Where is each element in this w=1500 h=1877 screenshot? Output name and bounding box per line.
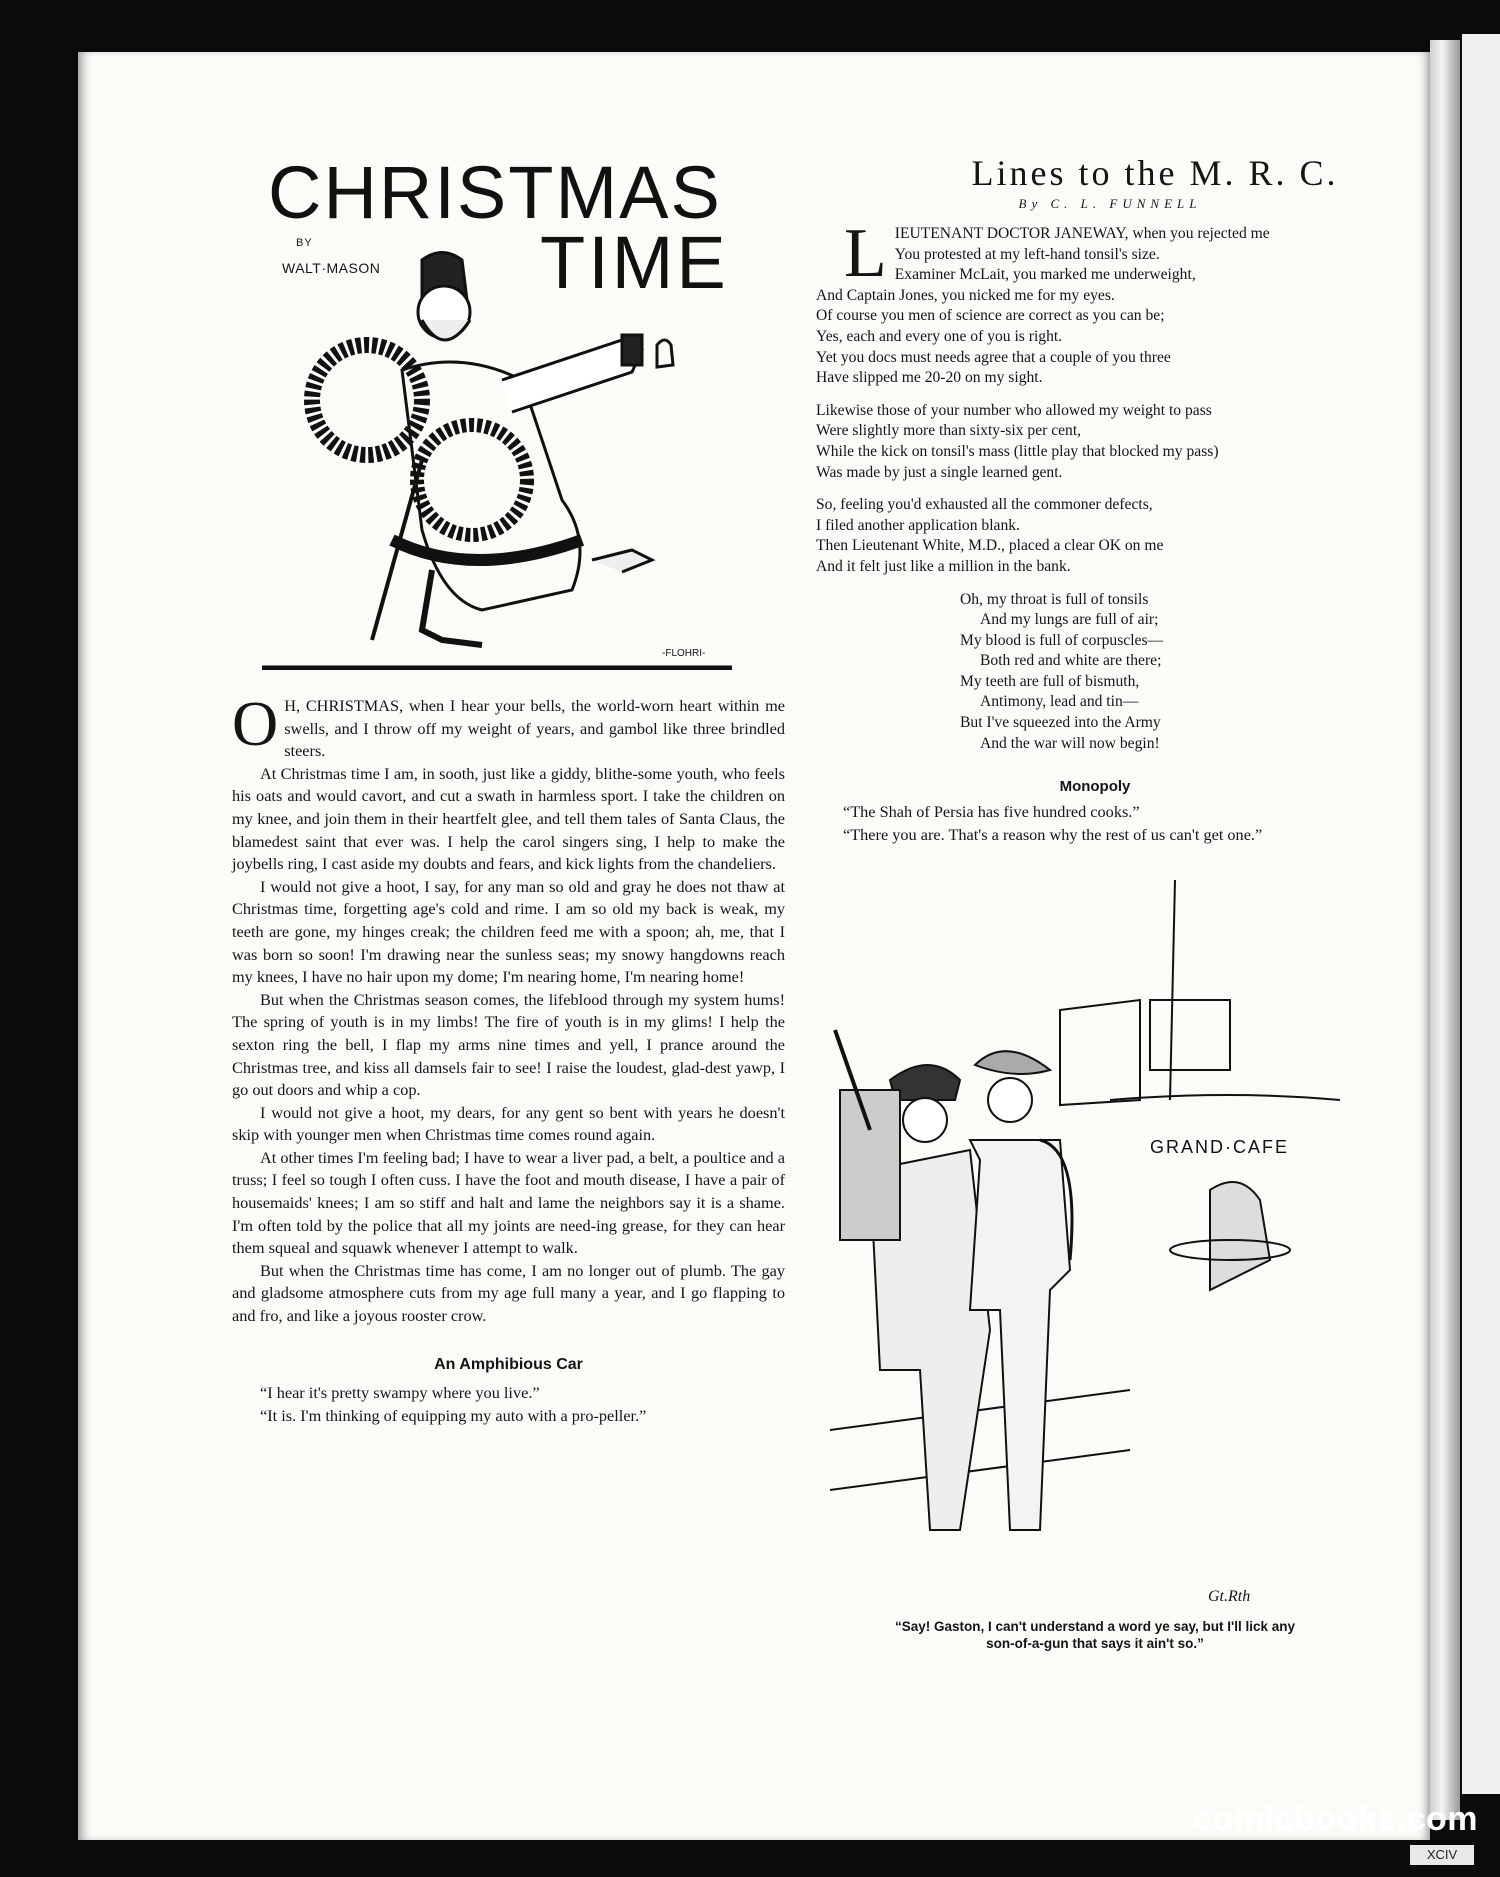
cartoon-caption — [835, 1618, 1355, 1652]
poem-byline: By C. L. FUNNELL — [1018, 196, 1202, 211]
paragraph-3: I would not give a hoot, I say, for any man so old and gray he does not thaw at Christmas time, forgetting age's cold and rime. I am so old my back is weak, my teeth are gone, my hinges creak; the children feed me with a spoon; ah, me, that I was born so soon! I'm drawing near the sunless seas; my snowy hangdowns reach my knees, I have no hair upon my dome; I'm nearing home, I'm nearing home! — [232, 876, 785, 987]
poem-title: Lines to the M. R. C. — [971, 153, 1339, 193]
cafe-sign: GRAND·CAFE — [1150, 1137, 1290, 1157]
chorus-line: Antimony, lead and tin— — [980, 693, 1139, 711]
paragraph-6: At other times I'm feeling bad; I have to wear a liver pad, a belt, a poultice and a truss; I feel so tough I often cuss. I have the foot and mouth disease, I have a pair of housemaids' knees; I am so stiff and halt and lame the neighbors say it is a shame. I'm often told by the police that all my joints are need-ing grease, for they can hear them squeal and squawk whenever I attempt to walk. — [232, 1147, 785, 1258]
poem-line: Then Lieutenant White, M.D., placed a clear OK on me — [816, 537, 1164, 555]
poem-line: And Captain Jones, you nicked me for my eyes. — [816, 286, 1115, 304]
poem-line: Was made by just a single learned gent. — [816, 463, 1063, 481]
illustrator-signature: -FLOHRI- — [662, 648, 706, 659]
chorus-line: My teeth are full of bismuth, — [960, 672, 1140, 690]
poem-line: Have slipped me 20-20 on my sight. — [816, 369, 1043, 387]
amphibious-heading: An Amphibious Car — [434, 1355, 583, 1373]
poem-body — [816, 215, 1376, 754]
chorus-line: Oh, my throat is full of tonsils — [960, 590, 1149, 608]
page-number: XCIV — [1410, 1845, 1474, 1865]
poem-chorus — [960, 590, 1376, 755]
poem-line: Examiner McLait, you marked me underweight, — [894, 266, 1196, 284]
chorus-line: But I've squeezed into the Army — [960, 714, 1161, 732]
monopoly-line-1: “The Shah of Persia has five hundred cooks.” — [843, 802, 1140, 821]
poem-line: Yet you docs must needs agree that a couple of you three — [816, 348, 1171, 366]
amphibious-line-2: “It is. I'm thinking of equipping my auto with a pro-peller.” — [260, 1405, 647, 1425]
chorus-line: And the war will now begin! — [980, 734, 1160, 752]
poem-line: And it felt just like a million in the bank. — [816, 557, 1071, 575]
monopoly-line-2: “There you are. That's a reason why the rest of us can't get one.” — [843, 825, 1263, 844]
soldiers-cartoon — [830, 870, 1350, 1600]
santa-illustration — [262, 240, 732, 670]
paragraph-1: O H, CHRISTMAS, when I hear your bells, the world-worn heart within me swells, and I throw off my weight of years, and gambol like three brindled steers. — [232, 688, 785, 761]
article-author: WALT·MASON — [282, 260, 381, 276]
paragraph-4: But when the Christmas season comes, the lifeblood through my system hums! The spring of youth is in my limbs! The fire of youth is in my glims! I help the sexton ring the bell, I flap my arms nine times and yell, I prance around the Christmas tree, and kiss all damsels fair to see! I raise the loudest, glad-dest yawp, I go out doors and whip a cop. — [232, 989, 785, 1100]
paragraph-5: I would not give a hoot, my dears, for any gent so bent with years he doesn't skip with younger men when Christmas time comes round again. — [232, 1102, 785, 1145]
paragraph-2: At Christmas time I am, in sooth, just like a giddy, blithe-some youth, who feels his oats and would cavort, and cut a swath in harmless sport. I take the children on my knee, and join them in their heartfelt glee, and tell them tales of Santa Claus, the blamedest saint that ever was. I help the carol singers sing, I help to make the joybells ring, I cast aside my doubts and fears, and kick lights from the chandeliers. — [232, 763, 785, 874]
monopoly-heading: Monopoly — [1059, 778, 1131, 795]
poem-line: While the kick on tonsil's mass (little play that blocked my pass) — [816, 442, 1219, 460]
next-page-edge — [1462, 34, 1500, 1794]
paragraph-7: But when the Christmas time has come, I am no longer out of plumb. The gay and gladsome atmosphere cuts from my age full many a year, and I go flapping to and fro, and like a joyous rooster crow. — [232, 1260, 785, 1326]
article-title-line2: TIME — [540, 221, 729, 304]
amphibious-line-1: “I hear it's pretty swampy where you live.” — [260, 1383, 540, 1403]
poem-line: IEUTENANT DOCTOR JANEWAY, when you rejected me — [894, 225, 1270, 242]
drop-cap: O — [232, 688, 279, 759]
poem-line: Were slightly more than sixty-six per cent, — [816, 422, 1082, 440]
article-body — [232, 688, 785, 1427]
page-gutter — [1430, 40, 1460, 1820]
poem-line: So, feeling you'd exhausted all the commoner defects, — [816, 496, 1153, 514]
monopoly-body — [815, 800, 1375, 846]
caption-line-1: “Say! Gaston, I can't understand a word ye say, but I'll lick any — [894, 1619, 1296, 1634]
site-watermark: comicbooks.com — [1193, 1800, 1478, 1838]
cartoonist-signature: Gt.Rth — [1208, 1588, 1251, 1605]
chorus-line: And my lungs are full of air; — [980, 611, 1159, 629]
caption-line-2: son-of-a-gun that says it ain't so.” — [986, 1636, 1204, 1651]
poem-line: You protested at my left-hand tonsil's size. — [894, 245, 1160, 263]
byline-by: BY — [296, 237, 313, 249]
poem-line: I filed another application blank. — [816, 516, 1020, 534]
article-title-line1: CHRISTMAS — [268, 151, 722, 234]
poem-drop-cap: L — [844, 215, 887, 292]
chorus-line: Both red and white are there; — [980, 652, 1162, 670]
poem-stanza-1 — [816, 215, 1376, 389]
poem-stanza-3 — [816, 495, 1376, 577]
poem-line: Yes, each and every one of you is right. — [816, 327, 1063, 345]
poem-line: Likewise those of your number who allowed my weight to pass — [816, 401, 1212, 419]
poem-line: Of course you men of science are correct as you can be; — [816, 307, 1165, 325]
chorus-line: My blood is full of corpuscles— — [960, 631, 1164, 649]
poem-stanza-2 — [816, 401, 1376, 483]
